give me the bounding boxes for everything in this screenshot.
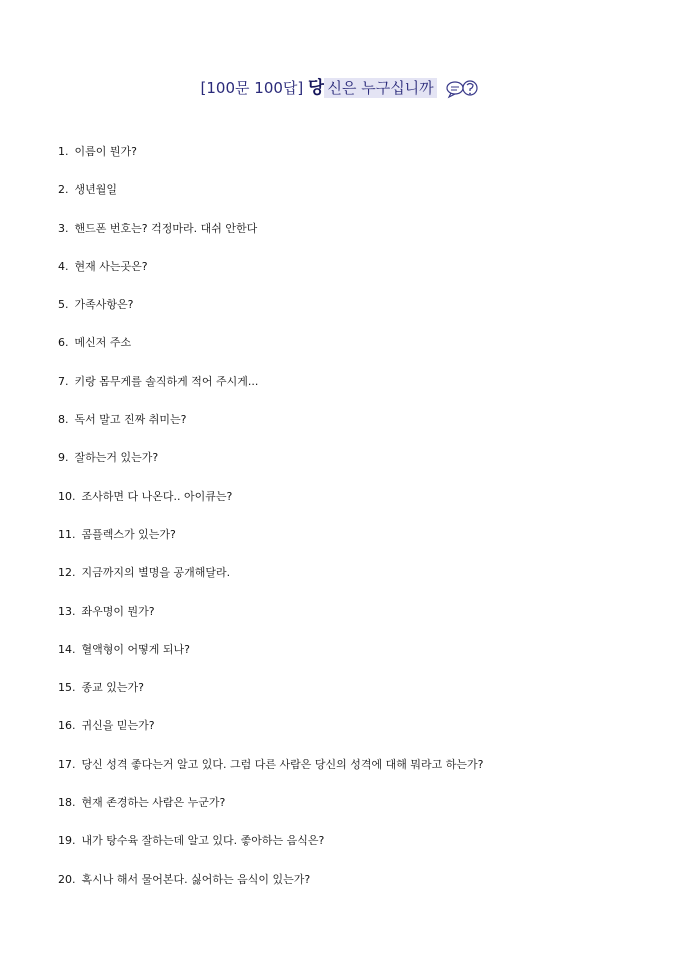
list-item	[58, 872, 648, 910]
question-text: 콤플렉스가 있는가?	[81, 527, 176, 541]
question-text: 핸드폰 번호는? 걱정마라. 대쉬 안한다	[74, 221, 258, 235]
list-item	[58, 450, 648, 488]
list-item	[58, 221, 648, 259]
list-item	[58, 565, 648, 603]
question-text: 당신 성격 좋다는거 알고 있다. 그럼 다른 사람은 당신의 성격에 대해 뭐라고 하는가?	[81, 757, 484, 771]
title-highlight: 신은 누구십니까	[324, 78, 436, 98]
question-text: 귀신을 믿는가?	[81, 719, 155, 733]
question-text: 가족사항은?	[74, 298, 134, 312]
list-item	[58, 182, 648, 220]
question-text: 메신저 주소	[74, 336, 132, 350]
question-text: 종교 있는가?	[81, 681, 144, 695]
list-item	[58, 297, 648, 335]
question-text: 현재 존경하는 사람은 누군가?	[81, 796, 226, 810]
question-number: 20.	[58, 872, 76, 886]
list-item	[58, 144, 648, 182]
question-number: 3.	[58, 221, 69, 235]
question-number: 12.	[58, 566, 76, 580]
list-item	[58, 833, 648, 871]
title-emphasis: 당	[308, 78, 325, 98]
question-text: 독서 말고 진짜 취미는?	[74, 413, 187, 427]
question-text: 지금까지의 별명을 공개해달라.	[81, 566, 231, 580]
list-item	[58, 374, 648, 412]
question-number: 9.	[58, 451, 69, 465]
question-number: 14.	[58, 642, 76, 656]
question-text: 내가 탕수육 잘하는데 알고 있다. 좋아하는 음식은?	[81, 834, 325, 848]
question-text: 이름이 뭔가?	[74, 145, 137, 158]
question-number: 18.	[58, 796, 76, 810]
question-text: 현재 사는곳은?	[74, 259, 148, 273]
question-number: 16.	[58, 719, 76, 733]
list-item	[58, 527, 648, 565]
list-item	[58, 335, 648, 373]
question-number: 4.	[58, 259, 69, 273]
question-number: 17.	[58, 757, 76, 771]
list-item	[58, 259, 648, 297]
question-number: 2.	[58, 183, 69, 197]
list-item	[58, 680, 648, 718]
speech-bubble-icon	[445, 79, 479, 99]
question-number: 13.	[58, 604, 76, 618]
question-number: 5.	[58, 298, 69, 312]
question-number: 6.	[58, 336, 69, 350]
list-item	[58, 489, 648, 527]
page-title	[0, 78, 680, 99]
question-text: 혈액형이 어떻게 되나?	[81, 642, 190, 656]
question-text: 잘하는거 있는가?	[74, 451, 159, 465]
question-text: 혹시나 해서 물어본다. 싫어하는 음식이 있는가?	[81, 872, 311, 886]
question-number: 7.	[58, 374, 69, 388]
question-number: 1.	[58, 145, 69, 158]
question-text: 키랑 몸무게를 솔직하게 적어 주시게...	[74, 374, 259, 388]
list-item	[58, 718, 648, 756]
question-list	[58, 144, 648, 910]
question-text: 조사하면 다 나온다.. 아이큐는?	[81, 489, 233, 503]
list-item	[58, 795, 648, 833]
list-item	[58, 604, 648, 642]
list-item	[58, 642, 648, 680]
question-text: 좌우명이 뭔가?	[81, 604, 155, 618]
question-number: 8.	[58, 413, 69, 427]
list-item	[58, 757, 648, 795]
question-text: 생년월일	[74, 183, 118, 197]
question-number: 10.	[58, 489, 76, 503]
title-prefix: [100문 100답]	[200, 79, 304, 97]
question-number: 15.	[58, 681, 76, 695]
list-item	[58, 412, 648, 450]
question-number: 19.	[58, 834, 76, 848]
question-number: 11.	[58, 527, 76, 541]
